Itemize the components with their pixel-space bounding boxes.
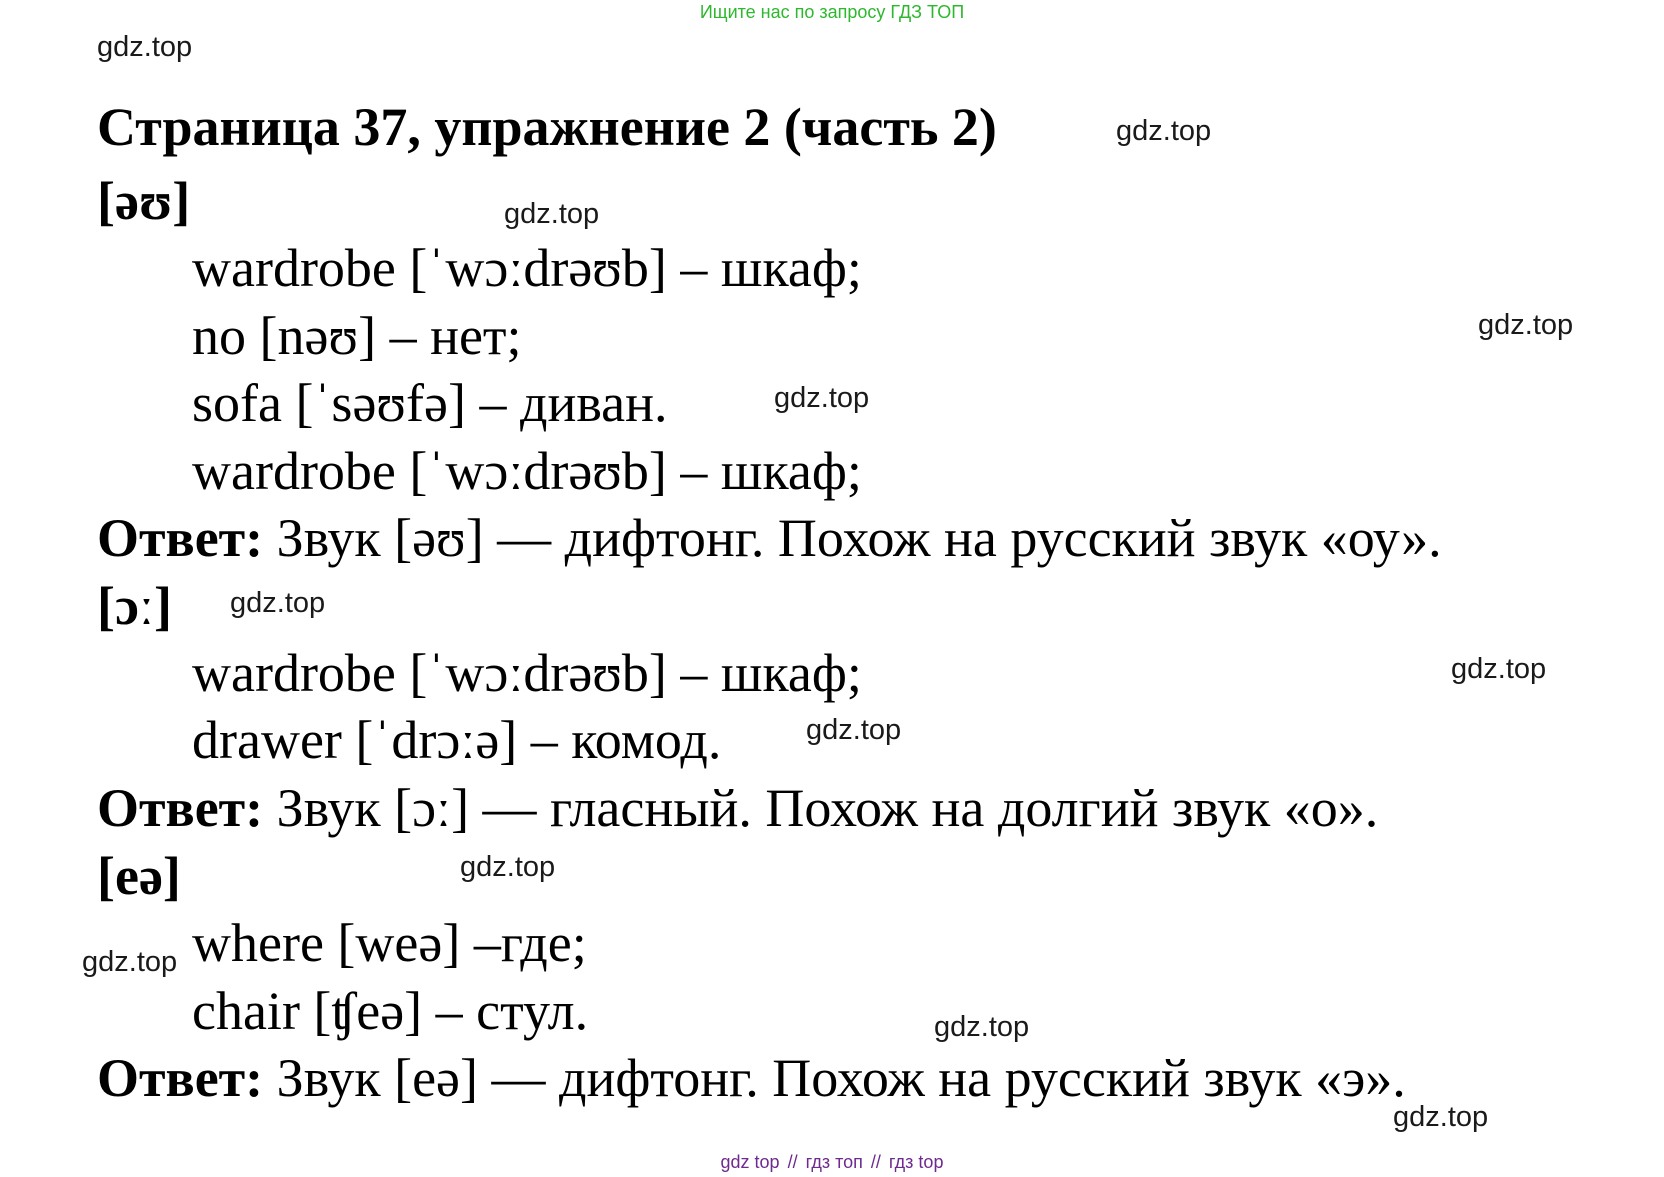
watermark: gdz.top — [934, 1011, 1030, 1043]
page-title: Страница 37, упражнение 2 (часть 2) — [97, 97, 997, 157]
sound-heading: [ɔː] — [97, 576, 172, 636]
watermark: gdz.top — [97, 31, 193, 63]
word-entry: chair [ʧeə] – стул. — [192, 981, 589, 1041]
answer-text: Звук [əʊ] — дифтонг. Похож на русский звук «оу». — [263, 508, 1442, 568]
word-entry: wardrobe [ˈwɔːdrəʊb] – шкаф; — [192, 643, 862, 703]
footer-separator: // — [870, 1152, 881, 1172]
sound-heading: [eə] — [97, 846, 181, 906]
watermark: gdz.top — [1451, 653, 1547, 685]
watermark: gdz.top — [504, 198, 600, 230]
word-entry: no [nəʊ] – нет; — [192, 306, 522, 366]
answer-line — [97, 1047, 1406, 1109]
answer-text: Звук [ɔː] — гласный. Похож на долгий звук «о». — [263, 778, 1379, 838]
watermark: gdz.top — [460, 851, 556, 883]
watermark: gdz.top — [806, 714, 902, 746]
word-entry: wardrobe [ˈwɔːdrəʊb] – шкаф; — [192, 238, 862, 298]
watermark: gdz.top — [230, 587, 326, 619]
answer-label: Ответ: — [97, 778, 264, 838]
footer — [0, 1150, 1664, 1174]
watermark: gdz.top — [82, 946, 178, 978]
watermark: gdz.top — [1116, 115, 1212, 147]
word-entry: drawer [ˈdrɔːə] – комод. — [192, 710, 722, 770]
answer-line — [97, 507, 1442, 569]
answer-label: Ответ: — [97, 1048, 264, 1108]
watermark: gdz.top — [1393, 1101, 1489, 1133]
word-entry: sofa [ˈsəʊfə] – диван. — [192, 373, 668, 433]
footer-link[interactable]: гдз top — [888, 1152, 944, 1172]
answer-line — [97, 777, 1378, 839]
sound-heading: [əʊ] — [97, 171, 191, 231]
footer-link[interactable]: gdz top — [720, 1152, 780, 1172]
word-entry: wardrobe [ˈwɔːdrəʊb] – шкаф; — [192, 441, 862, 501]
answer-label: Ответ: — [97, 508, 264, 568]
footer-link[interactable]: гдз топ — [805, 1152, 863, 1172]
footer-separator: // — [787, 1152, 798, 1172]
word-entry: where [weə] –где; — [192, 913, 587, 973]
watermark: gdz.top — [774, 382, 870, 414]
watermark: gdz.top — [1478, 309, 1574, 341]
answer-text: Звук [eə] — дифтонг. Похож на русский звук «э». — [263, 1048, 1406, 1108]
top-note: Ищите нас по запросу ГДЗ ТОП — [699, 2, 965, 22]
